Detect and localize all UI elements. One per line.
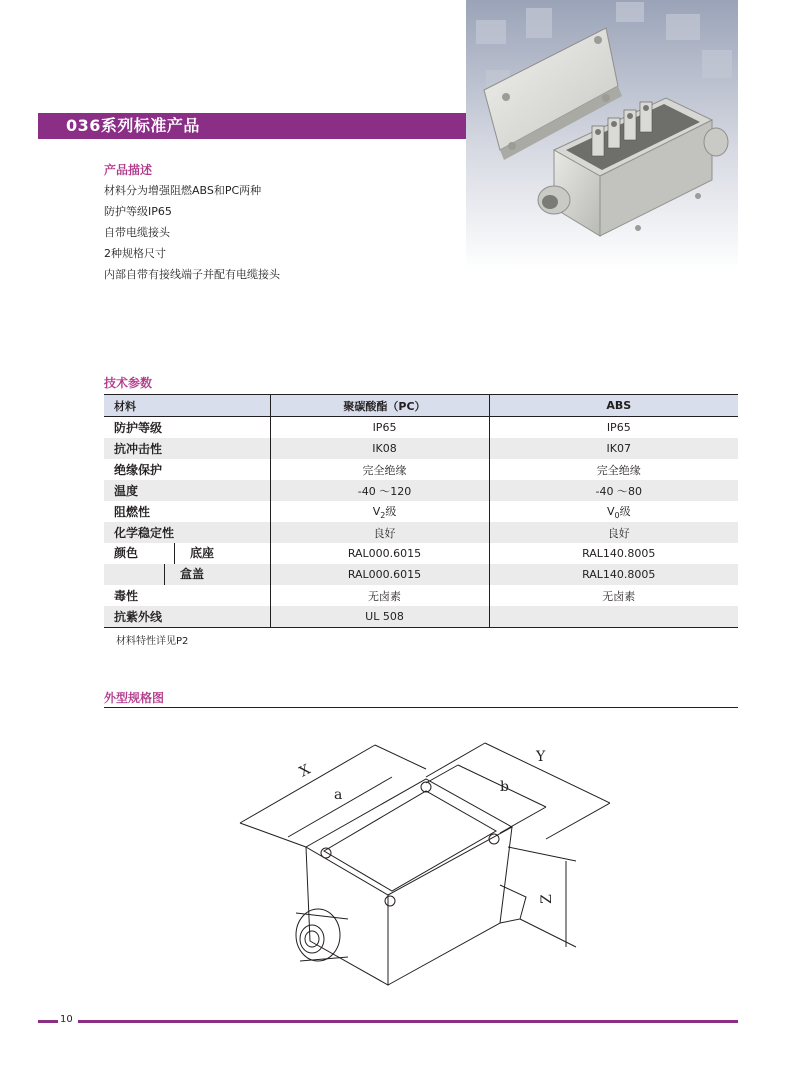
abs-value: 完全绝缘 [489,459,738,480]
column-header: 聚碳酸酯（PC） [270,395,489,417]
dim-label-b: b [500,779,509,795]
table-row [104,564,738,585]
pc-value: IP65 [270,417,489,439]
row-sublabel: 底座 [174,543,270,564]
row-label-main: 颜色 [114,546,139,560]
abs-value: IP65 [489,417,738,439]
abs-value [489,501,738,522]
table-row [104,480,738,501]
table-row [104,522,738,543]
row-label [104,543,270,564]
abs-value [489,606,738,628]
table-row [104,438,738,459]
product-photo [466,0,738,270]
row-label-main [104,564,164,585]
page-number: 10 [60,1014,73,1025]
abs-value-sub: 0 [614,511,620,521]
row-label: 绝缘保护 [104,459,270,480]
pc-value-sub: 2 [380,511,386,521]
pc-value: 良好 [270,522,489,543]
pc-value: RAL000.6015 [270,564,489,585]
row-label: 抗紫外线 [104,606,270,628]
description-item: 防护等级IP65 [104,205,172,218]
row-label: 化学稳定性 [104,522,270,543]
pc-value-main: V [372,504,381,518]
row-label: 温度 [104,480,270,501]
pc-value: -40 ～120 [270,480,489,501]
column-header: 材料 [104,395,270,417]
abs-value: RAL140.8005 [489,543,738,564]
footer-line-right [78,1020,738,1023]
abs-value: 良好 [489,522,738,543]
dimension-drawing [230,735,610,995]
row-label [104,564,270,585]
row-label: 抗冲击性 [104,438,270,459]
pc-value: 完全绝缘 [270,459,489,480]
row-label: 阻燃性 [104,501,270,522]
dim-label-z: Z [538,894,555,904]
row-label: 防护等级 [104,417,270,439]
dim-label-x: X [296,761,314,781]
table-row [104,501,738,522]
pc-value [270,501,489,522]
table-row [104,585,738,606]
abs-value: IK07 [489,438,738,459]
pc-value: 无卤素 [270,585,489,606]
description-item: 内部自带有接线端子并配有电缆接头 [104,268,280,281]
description-item: 自带电缆接头 [104,226,170,239]
abs-value-tail: 级 [619,504,631,518]
dim-label-y: Y [536,749,546,765]
description-item: 材料分为增强阻燃ABS和PC两种 [104,184,262,197]
footer-line-left [38,1020,58,1023]
table-row [104,417,738,439]
pc-value: RAL000.6015 [270,543,489,564]
table-row [104,543,738,564]
row-label: 毒性 [104,585,270,606]
specs-heading: 技术参数 [104,376,153,390]
abs-value: 无卤素 [489,585,738,606]
spec-table [104,394,738,628]
description-heading: 产品描述 [104,163,153,177]
dim-label-a: a [334,787,343,803]
pc-value-tail: 级 [385,504,397,518]
table-row [104,606,738,628]
table-header-row [104,395,738,417]
description-list [104,180,280,285]
abs-value: RAL140.8005 [489,564,738,585]
page-title: 036系列标准产品 [38,113,466,139]
section-divider [104,707,738,708]
table-row [104,459,738,480]
drawing-heading: 外型规格图 [104,691,165,705]
pc-value: UL 508 [270,606,489,628]
pc-value: IK08 [270,438,489,459]
row-sublabel: 盒盖 [164,564,270,585]
abs-value-main: V [606,504,615,518]
column-header: ABS [489,395,738,417]
table-note: 材料特性详见P2 [116,636,189,647]
description-item: 2种规格尺寸 [104,247,166,260]
abs-value: -40 ～80 [489,480,738,501]
